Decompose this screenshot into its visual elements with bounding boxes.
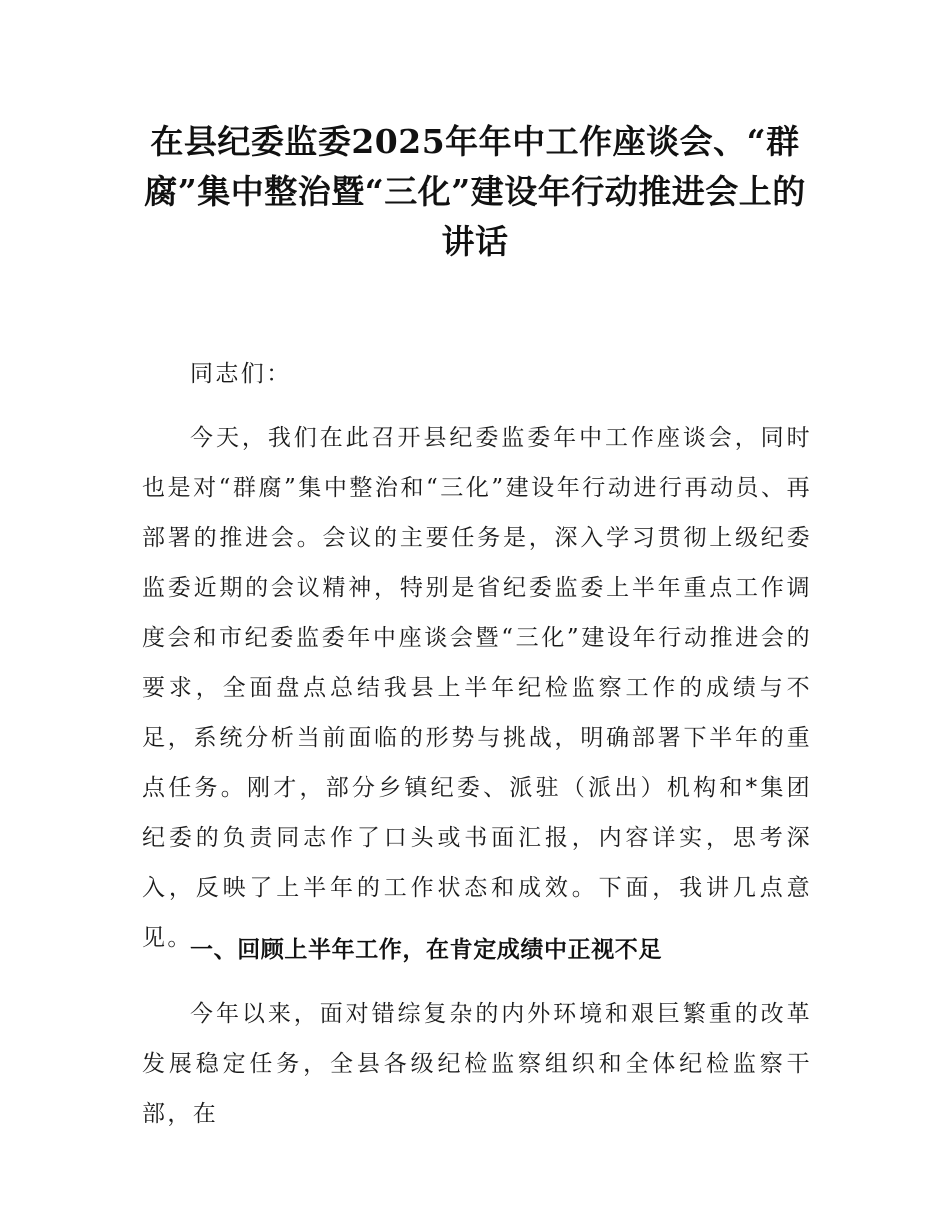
body-paragraph: 今天，我们在此召开县纪委监委年中工作座谈会，同时也是对“群腐”集中整治和“三化”建设年行动进行再动员、再部署的推进会。会议的主要任务是，深入学习贯彻上级纪委监委近期的会议精神，特别是省纪委监委上半年重点工作调度会和市纪委监委年中座谈会暨“三化”建设年行动推进会的要求，全面盘点总结我县上半年纪检监察工作的成绩与不足，系统分析当前面临的形势与挑战，明确部署下半年的重点任务。刚才，部分乡镇纪委、派驻（派出）机构和*集团纪委的负责同志作了口头或书面汇报，内容详实，思考深入，反映了上半年的工作状态和成效。下面，我讲几点意见。 [142, 425, 812, 951]
section-heading: 一、回顾上半年工作，在肯定成绩中正视不足 [190, 937, 662, 963]
section-paragraph: 今年以来，面对错综复杂的内外环境和艰巨繁重的改革发展稳定任务，全县各级纪检监察组织和全体纪检监察干部，在 [142, 1001, 812, 1127]
greeting: 同志们： [190, 361, 292, 387]
document-title: 在县纪委监委2025年年中工作座谈会、“群腐”集中整治暨“三化”建设年行动推进会上的讲话 [144, 122, 806, 261]
